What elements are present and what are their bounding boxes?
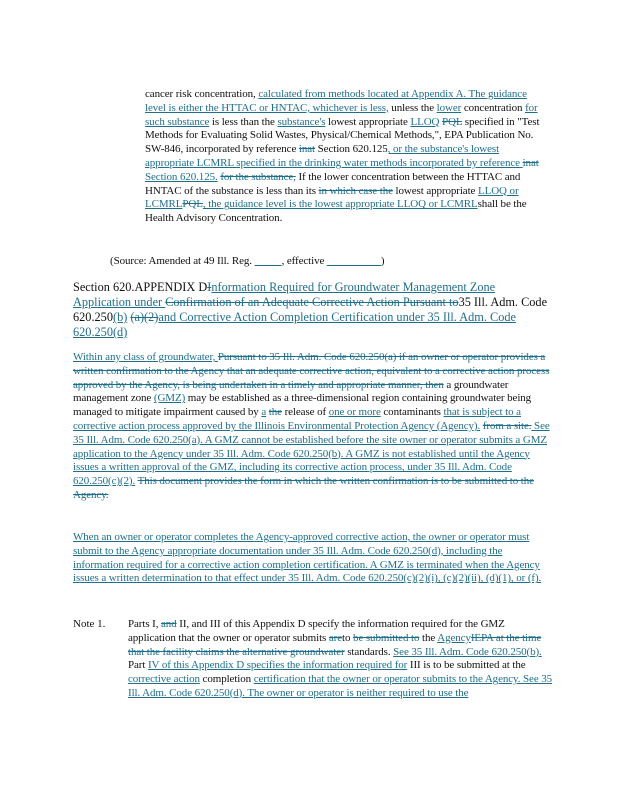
- text-run: Section 620.125: [315, 143, 388, 156]
- section-heading: [73, 280, 553, 340]
- inserted-text: corrective action: [128, 673, 200, 686]
- deleted-text: PQL: [442, 115, 463, 128]
- inserted-text: See 35 Ill. Adm. Code 620.250(b).: [393, 645, 542, 658]
- inserted-text: nformation Required for Groundwater Management Zone Application under: [73, 280, 496, 309]
- note-label: Note 1.: [73, 618, 106, 630]
- deleted-text: I: [207, 280, 212, 294]
- inserted-text: certification that the owner or operator submits to the Agency. See 35 Ill. Adm. Code 620.250(d). The owner or operator is neither required to use the: [128, 673, 553, 699]
- deleted-text: This document provides the form in which the written confirmation is to be submitted to the Agency.: [73, 475, 534, 501]
- inserted-text: lower: [436, 101, 462, 114]
- inserted-text: a: [261, 406, 267, 419]
- inserted-text: IV of this Appendix D specifies the information required for: [147, 659, 408, 672]
- inserted-text: for such substance: [145, 101, 538, 128]
- deleted-text: inat: [298, 143, 316, 156]
- text-run: cancer risk concentration,: [145, 88, 259, 100]
- text-run: Section 620.APPENDIX D: [73, 280, 208, 294]
- text-run: concentration: [461, 101, 526, 114]
- text-run: Parts I,: [128, 618, 162, 630]
- inserted-text: , or the substance's lowest appropriate LCMRL specified in the drinking water methods incorporated by reference: [145, 143, 523, 169]
- deleted-text: be submitted to: [353, 631, 420, 644]
- deleted-text: and: [161, 618, 177, 630]
- cancer-risk-paragraph: [145, 88, 545, 226]
- inserted-text: substance's: [277, 115, 326, 128]
- inserted-text: , the guidance level is the lowest appropriate LLOQ or LCMRL: [202, 198, 478, 211]
- deleted-text: from a site.: [482, 419, 532, 432]
- deleted-text: the: [268, 406, 282, 419]
- inserted-text: See 35 Ill. Adm. Code 620.250(a). A GMZ cannot be established before the site owner or operator submits a GMZ application to the Agency under 35 Ill. Adm. Code 620.250(b). A GMZ is not established until the Agency issues a written approval of the GMZ, including its corrective action process, under 35 Ill. Adm. Code 620.250(c)(2).: [73, 419, 550, 488]
- inserted-text: (GMZ): [153, 392, 186, 405]
- text-run: standards.: [344, 645, 394, 658]
- text-run: II, and III of this Appendix D specify the information required for the GMZ application that the owner or operator submits: [128, 618, 505, 644]
- text-run: completion: [199, 673, 254, 686]
- deleted-text: in which case the: [318, 184, 393, 197]
- text-run: release of: [281, 406, 329, 419]
- inserted-text: LLOQ: [410, 115, 440, 128]
- inserted-text: that is subject to a corrective action process approved by the Illinois Environmental Protection Agency (Agency).: [73, 406, 521, 432]
- inserted-text: and Corrective Action Completion Certification under 35 Ill. Adm. Code 620.250(d): [73, 310, 516, 339]
- inserted-text: Section 620.125.: [145, 170, 218, 183]
- note-1-paragraph: [128, 618, 553, 701]
- inserted-text: When an owner or operator completes the Agency-approved corrective action, the owner or operator must submit to the Agency appropriate documentation under 35 Ill. Adm. Code 620.250(d), including the information required for a corrective action completion certification. A GMZ is terminated when the Agency issues a written determination to that effect under 35 Ill. Adm. Code 620.250(c)(2)(i), (c)(2)(ii), (d)(1), or (f).: [73, 531, 542, 585]
- deleted-text: for the substance,: [220, 170, 296, 183]
- deleted-text: Pursuant to 35 Ill. Adm. Code 620.250(a) if an owner or operator provides a written confirmation to the Agency that an adequate corrective action, equivalent to a corrective action process approved by the Agency, is being undertaken in a timely and appropriate manner, then: [73, 351, 550, 391]
- deleted-text: are: [328, 631, 343, 644]
- text-run: to: [342, 631, 354, 644]
- text-run: lowest appropriate: [392, 184, 478, 197]
- text-run: lowest appropriate: [325, 115, 411, 128]
- inserted-text: __________: [326, 255, 381, 267]
- inserted-text: one or more: [328, 406, 381, 419]
- source-note: [110, 255, 510, 269]
- inserted-text: (b): [112, 310, 128, 324]
- deleted-text: inat: [522, 156, 539, 169]
- text-run: unless the: [388, 101, 437, 114]
- deleted-text: (a)(2): [130, 310, 159, 324]
- text-run: If the lower concentration between the HTTAC and HNTAC of the substance is less than its: [145, 170, 521, 197]
- deleted-text: PQL: [182, 198, 203, 211]
- inserted-text: LLOQ or LCMRL: [145, 184, 519, 211]
- gmz-paragraph: [73, 351, 551, 503]
- text-run: shall be the Health Advisory Concentration.: [145, 198, 527, 225]
- completion-paragraph: [73, 531, 551, 586]
- text-run: a groundwater management zone: [73, 378, 509, 405]
- deleted-text: Confirmation of an Adequate Corrective Action Pursuant to: [165, 295, 459, 309]
- inserted-text: Within any class of groundwater,: [73, 351, 218, 363]
- text-run: specified in "Test Methods for Evaluating Solid Wastes, Physical/Chemical Methods,", EPA Publication No. SW-846, incorporated by reference: [145, 115, 540, 156]
- text-run: (Source: Amended at 49 Ill. Reg.: [110, 255, 255, 267]
- text-run: III is to be submitted at the: [407, 659, 526, 672]
- deleted-text: IEPA at the time that the facility claims the alternative groundwater: [128, 631, 542, 658]
- inserted-text: calculated from methods located at Appendix A. The guidance level is either the HTTAC or HNTAC, whichever is less,: [145, 88, 527, 114]
- text-run: contaminants: [380, 406, 444, 419]
- text-run: 35 Ill. Adm. Code 620.250: [73, 295, 548, 324]
- text-run: is less than the: [209, 115, 278, 128]
- text-run: Part: [128, 659, 148, 672]
- inserted-text: _____: [254, 255, 282, 267]
- text-run: may be established as a three-dimensional region containing groundwater being managed to mitigate impairment caused by: [73, 392, 532, 419]
- text-run: , effective: [281, 255, 327, 267]
- text-run: ): [380, 255, 385, 267]
- text-run: the: [419, 631, 438, 644]
- inserted-text: Agency: [437, 631, 471, 644]
